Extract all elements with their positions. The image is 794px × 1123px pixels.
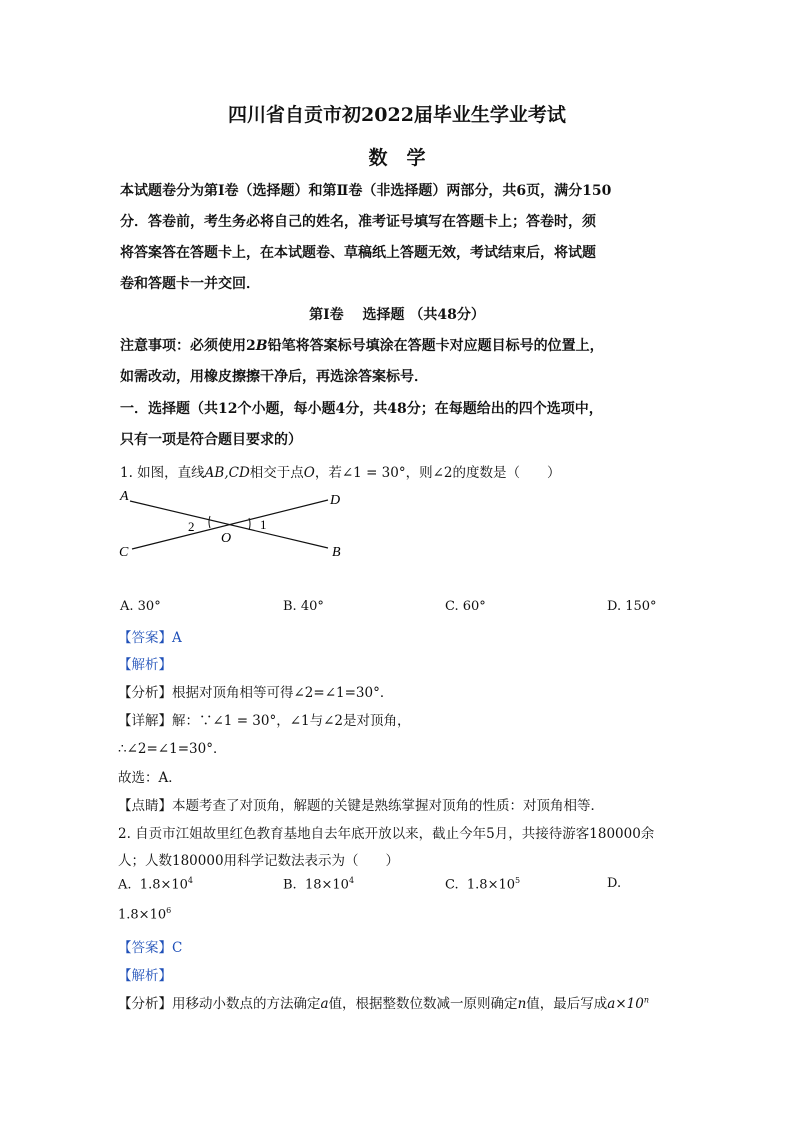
q2-fenxi-a: a bbox=[320, 996, 329, 1012]
q1-option-a: A. 30° bbox=[120, 599, 161, 614]
intro-line-4: 卷和答题卡一并交回． bbox=[120, 276, 260, 292]
q2-analysis-tag: 【解析】 bbox=[118, 968, 172, 984]
angle-2-label: 2 bbox=[188, 519, 195, 534]
q1-answer: 【答案】A bbox=[118, 630, 182, 646]
label-d: D bbox=[330, 493, 341, 508]
intro-line-3: 将答案答在答题卡上，在本试题卷、草稿纸上答题无效，考试结束后，将试题 bbox=[120, 245, 596, 261]
q2-fenxi-n: n bbox=[517, 996, 527, 1012]
q2-option-c-letter: C. bbox=[445, 877, 459, 893]
question-2-line-2: 人；人数180000用科学记数法表示为（ ） bbox=[118, 853, 400, 869]
notice-b: B bbox=[255, 338, 268, 354]
q1-choose: 故选：A． bbox=[118, 770, 182, 786]
q1-option-b: B. 40° bbox=[283, 599, 324, 614]
q1-option-c: C. 60° bbox=[445, 599, 486, 614]
q2-option-d-letter: D. bbox=[607, 876, 622, 891]
q2-option-a-letter: A. bbox=[118, 877, 132, 893]
q1-dianjing: 【点睛】本题考查了对顶角，解题的关键是熟练掌握对顶角的性质：对顶角相等． bbox=[118, 798, 604, 814]
q1-cond: ，若∠1 = 30°，则∠2的度数是（ ） bbox=[314, 465, 561, 481]
q1-lines: AB,CD bbox=[204, 465, 250, 481]
exam-title: 四川省自贡市初2022届毕业生学业考试 bbox=[228, 104, 566, 126]
q2-answer: 【答案】C bbox=[118, 940, 183, 956]
label-a: A bbox=[120, 489, 129, 504]
notice-line-2: 如需改动，用橡皮擦擦干净后，再选涂答案标号． bbox=[120, 369, 428, 385]
label-c: C bbox=[119, 545, 129, 560]
q1-fenxi: 【分析】根据对顶角相等可得∠2=∠1=30°． bbox=[118, 685, 394, 701]
part-heading-line-2: 只有一项是符合题目要求的） bbox=[120, 432, 302, 448]
subject-title: 数 学 bbox=[368, 147, 426, 169]
angle-1-arc bbox=[249, 518, 250, 530]
q2-option-d-base: 1.8×10 bbox=[118, 907, 167, 923]
q2-fenxi bbox=[118, 992, 649, 1012]
q1-analysis-tag: 【解析】 bbox=[118, 657, 172, 673]
intro-line-2: 分．答卷前，考生务必将自己的姓名，准考证号填写在答题卡上；答卷时，须 bbox=[120, 214, 596, 230]
question-2-line-1: 2. 自贡市江姐故里红色教育基地自去年底开放以来，截止今年5月，共接待游客180000余 bbox=[118, 826, 655, 842]
q2-fenxi-form-exp: n bbox=[643, 995, 649, 1005]
q1-mid: 相交于点 bbox=[249, 465, 304, 481]
q2-fenxi-post: 值，最后写成 bbox=[526, 996, 608, 1012]
q2-option-a-base: 1.8×10 bbox=[139, 877, 188, 893]
q1-xiangjie: 【详解】解：∵∠1 = 30°，∠1与∠2是对顶角， bbox=[118, 713, 411, 729]
q2-option-b bbox=[283, 876, 354, 892]
part-heading-line-1: 一．选择题（共12个小题，每小题4分，共48分；在每题给出的四个选项中， bbox=[120, 401, 603, 417]
q2-option-b-exp: 4 bbox=[348, 876, 355, 885]
q2-option-b-letter: B. bbox=[283, 877, 297, 893]
q1-therefore: ∴∠2=∠1=30°． bbox=[118, 741, 227, 757]
q1-option-d: D. 150° bbox=[607, 599, 657, 614]
q2-option-c-exp: 5 bbox=[515, 876, 521, 885]
label-b: B bbox=[332, 545, 341, 560]
intersecting-lines-figure bbox=[110, 485, 350, 565]
angle-1-label: 1 bbox=[260, 517, 267, 532]
notice-suffix: 铅笔将答案标号填涂在答题卡对应题目标号的位置上， bbox=[267, 338, 604, 354]
q2-option-a bbox=[118, 876, 193, 892]
section-heading: 第Ⅰ卷 选择题 （共48分） bbox=[309, 307, 485, 323]
q1-point: O bbox=[303, 465, 315, 481]
intro-line-1: 本试题卷分为第Ⅰ卷（选择题）和第Ⅱ卷（非选择题）两部分，共6页，满分150 bbox=[120, 183, 612, 199]
q2-option-c bbox=[445, 876, 520, 892]
angle-2-arc bbox=[209, 516, 210, 528]
q2-option-b-base: 18×10 bbox=[304, 877, 349, 893]
q2-fenxi-pre: 【分析】用移动小数点的方法确定 bbox=[118, 996, 321, 1012]
notice-prefix: 注意事项：必须使用2 bbox=[120, 338, 256, 354]
question-1-stem bbox=[120, 461, 561, 481]
q2-option-d bbox=[118, 906, 171, 922]
q2-fenxi-mid: 值，根据整数位数减一原则确定 bbox=[328, 996, 518, 1012]
label-o: O bbox=[221, 531, 232, 546]
notice-line-1 bbox=[120, 335, 604, 355]
q2-option-a-exp: 4 bbox=[187, 876, 193, 885]
q2-option-c-base: 1.8×10 bbox=[466, 877, 515, 893]
q2-option-d-exp: 6 bbox=[166, 906, 172, 915]
q2-fenxi-form: a×10 bbox=[607, 996, 644, 1012]
q1-pre: 1. 如图，直线 bbox=[120, 465, 205, 481]
